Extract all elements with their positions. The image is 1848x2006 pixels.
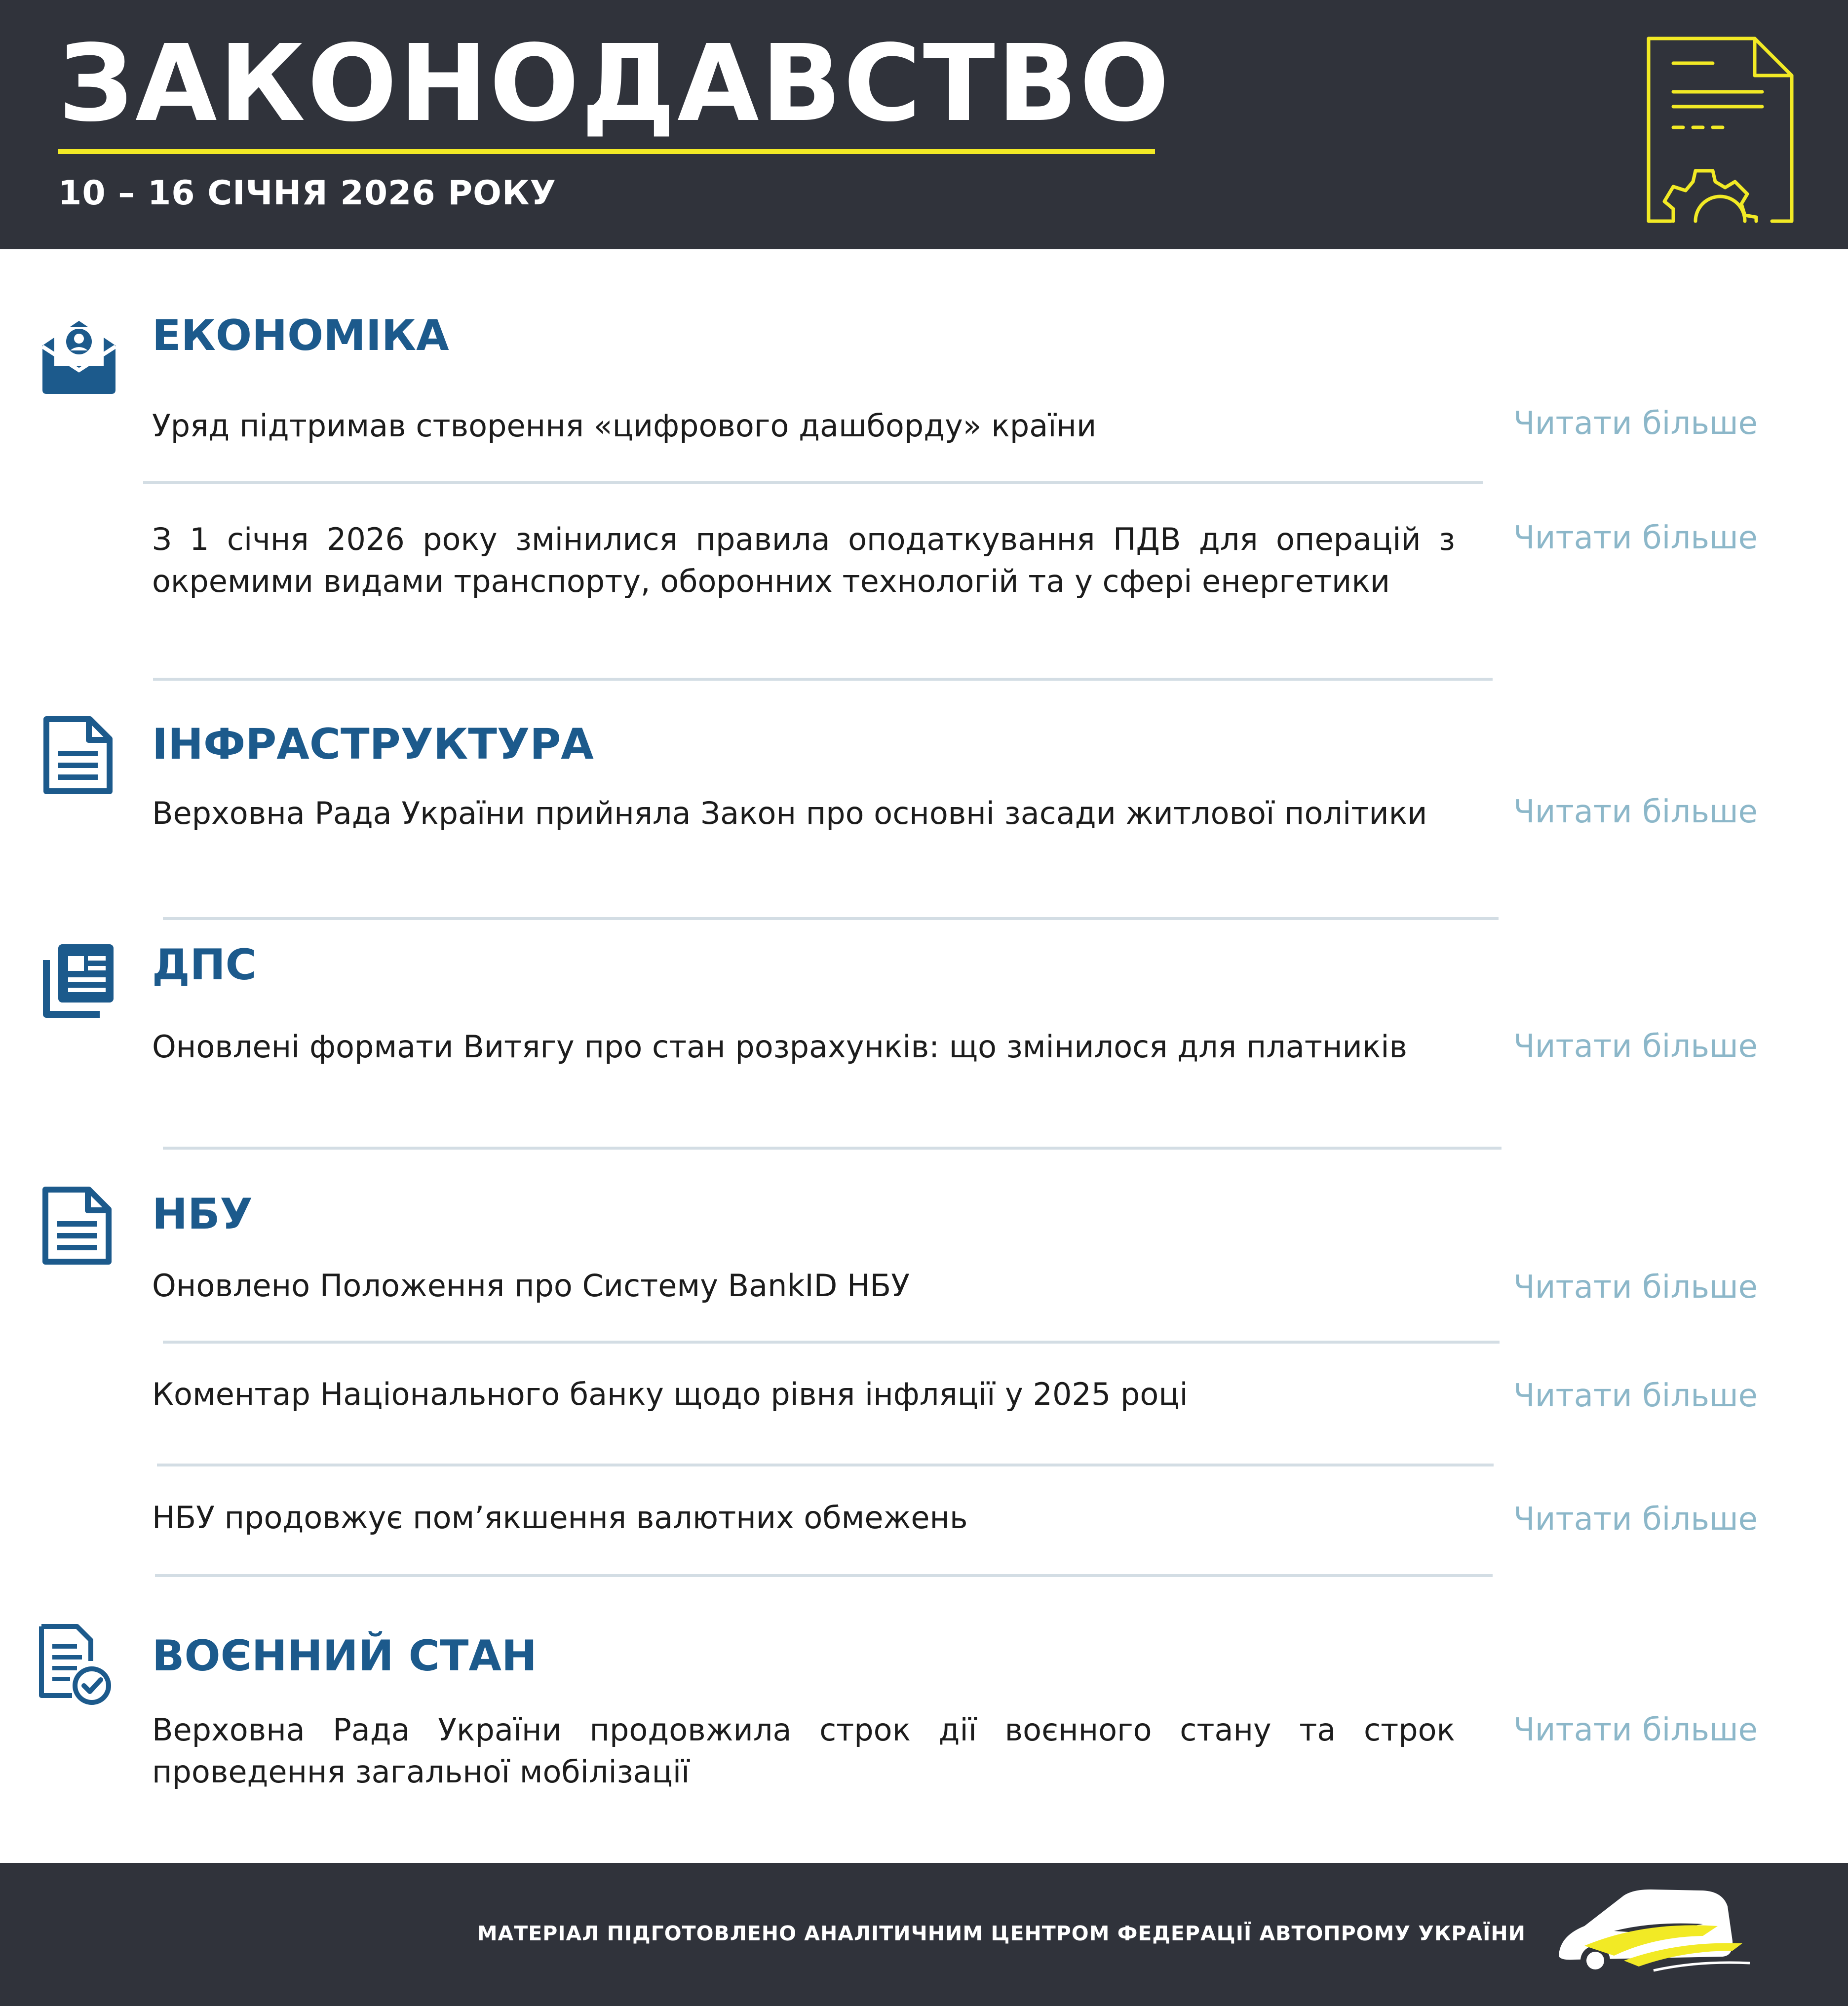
car-logo-icon	[1555, 1882, 1757, 1985]
item-divider	[153, 678, 1493, 681]
section-title-economy: ЕКОНОМІКА	[152, 311, 449, 360]
news-item-text: Уряд підтримав створення «цифрового дашборду» країни	[152, 408, 1097, 444]
date-range: 10 – 16 СІЧНЯ 2026 РОКУ	[58, 174, 556, 213]
news-item-text: НБУ продовжує пом’якшення валютних обмежень	[152, 1500, 968, 1536]
documents-stack-icon	[39, 940, 118, 1024]
read-more-link[interactable]: Читати більше	[1513, 1712, 1758, 1748]
read-more-link[interactable]: Читати більше	[1513, 1378, 1758, 1414]
read-more-link[interactable]: Читати більше	[1513, 1501, 1758, 1538]
read-more-link[interactable]: Читати більше	[1513, 405, 1758, 442]
item-divider	[155, 1574, 1493, 1577]
page-header	[0, 0, 1848, 249]
news-item-text: Оновлено Положення про Систему BankID НБУ	[152, 1268, 910, 1304]
item-divider	[157, 1464, 1494, 1466]
item-divider	[163, 1147, 1502, 1150]
section-title-tax-service: ДПС	[152, 940, 257, 990]
page-footer	[0, 1863, 1848, 2006]
section-title-infrastructure: ІНФРАСТРУКТУРА	[152, 720, 594, 769]
page-title: ЗАКОНОДАВСТВО	[58, 22, 1171, 145]
section-title-martial-law: ВОЄННИЙ СТАН	[152, 1631, 537, 1681]
section-title-nbu: НБУ	[152, 1190, 253, 1239]
item-divider	[163, 1341, 1500, 1344]
item-divider	[163, 917, 1499, 920]
news-item-text: Оновлені формати Витягу про стан розрахунків: що змінилося для платників	[152, 1029, 1408, 1065]
document-check-icon	[38, 1621, 116, 1705]
document-icon	[40, 713, 119, 797]
read-more-link[interactable]: Читати більше	[1513, 1028, 1758, 1065]
news-item-text: Верховна Рада України прийняла Закон про основні засади житлової політики	[152, 795, 1427, 831]
news-item-text: Верховна Рада України продовжила строк дії воєнного стану та строк проведення загальної мобілізації	[152, 1712, 1455, 1790]
read-more-link[interactable]: Читати більше	[1513, 520, 1758, 556]
news-item-text: З 1 січня 2026 року змінилися правила оподаткування ПДВ для операцій з окремими видами транспорту, оборонних технологій та у сфері енергетики	[152, 521, 1455, 599]
document-icon	[39, 1184, 118, 1268]
footer-credit: МАТЕРІАЛ ПІДГОТОВЛЕНО АНАЛІТИЧНИМ ЦЕНТРОМ ФЕДЕРАЦІЇ АВТОПРОМУ УКРАЇНИ	[477, 1922, 1526, 1945]
read-more-link[interactable]: Читати більше	[1513, 1269, 1758, 1306]
read-more-link[interactable]: Читати більше	[1513, 794, 1758, 830]
envelope-person-icon	[39, 316, 118, 400]
item-divider	[143, 481, 1483, 484]
news-item-text: Коментар Національного банку щодо рівня інфляції у 2025 році	[152, 1376, 1188, 1412]
document-gear-icon	[1644, 34, 1797, 226]
title-underline	[58, 149, 1155, 154]
